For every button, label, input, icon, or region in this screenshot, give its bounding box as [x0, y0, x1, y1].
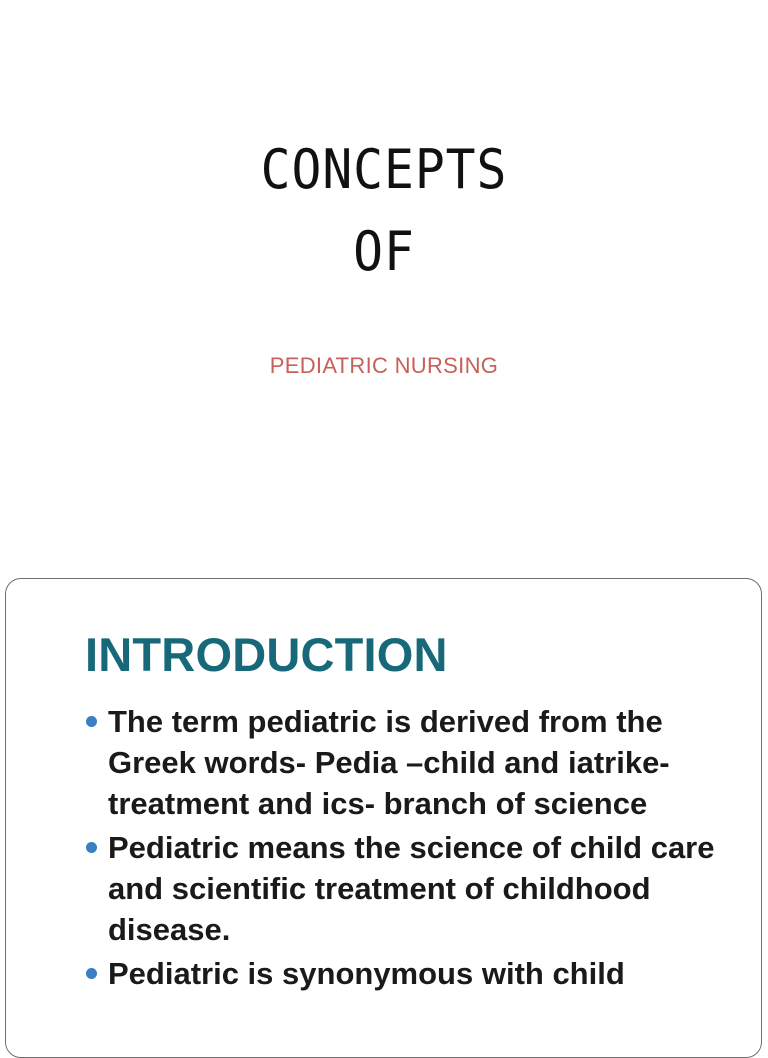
bullet-item — [85, 953, 745, 994]
bullet-text: Pediatric is synonymous with child — [108, 956, 625, 991]
bullet-dot-icon — [86, 716, 97, 727]
bullet-dot-icon — [86, 842, 97, 853]
bullet-item — [85, 827, 745, 950]
introduction-slide — [5, 578, 762, 1058]
bullet-dot-icon — [86, 968, 97, 979]
subtitle: PEDIATRIC NURSING — [269, 353, 499, 378]
bullet-item — [85, 701, 745, 824]
introduction-heading: INTRODUCTION — [85, 628, 448, 681]
title-line-concepts: CONCEPTS — [260, 138, 508, 201]
bullet-text: Pediatric means the science of child care and scientific treatment of childhood disease. — [108, 830, 715, 947]
bullet-list — [85, 701, 745, 997]
bullet-text: The term pediatric is derived from the Greek words- Pedia –child and iatrike- treatment and ics- branch of science — [108, 704, 670, 821]
title-line-of: OF — [353, 220, 415, 283]
